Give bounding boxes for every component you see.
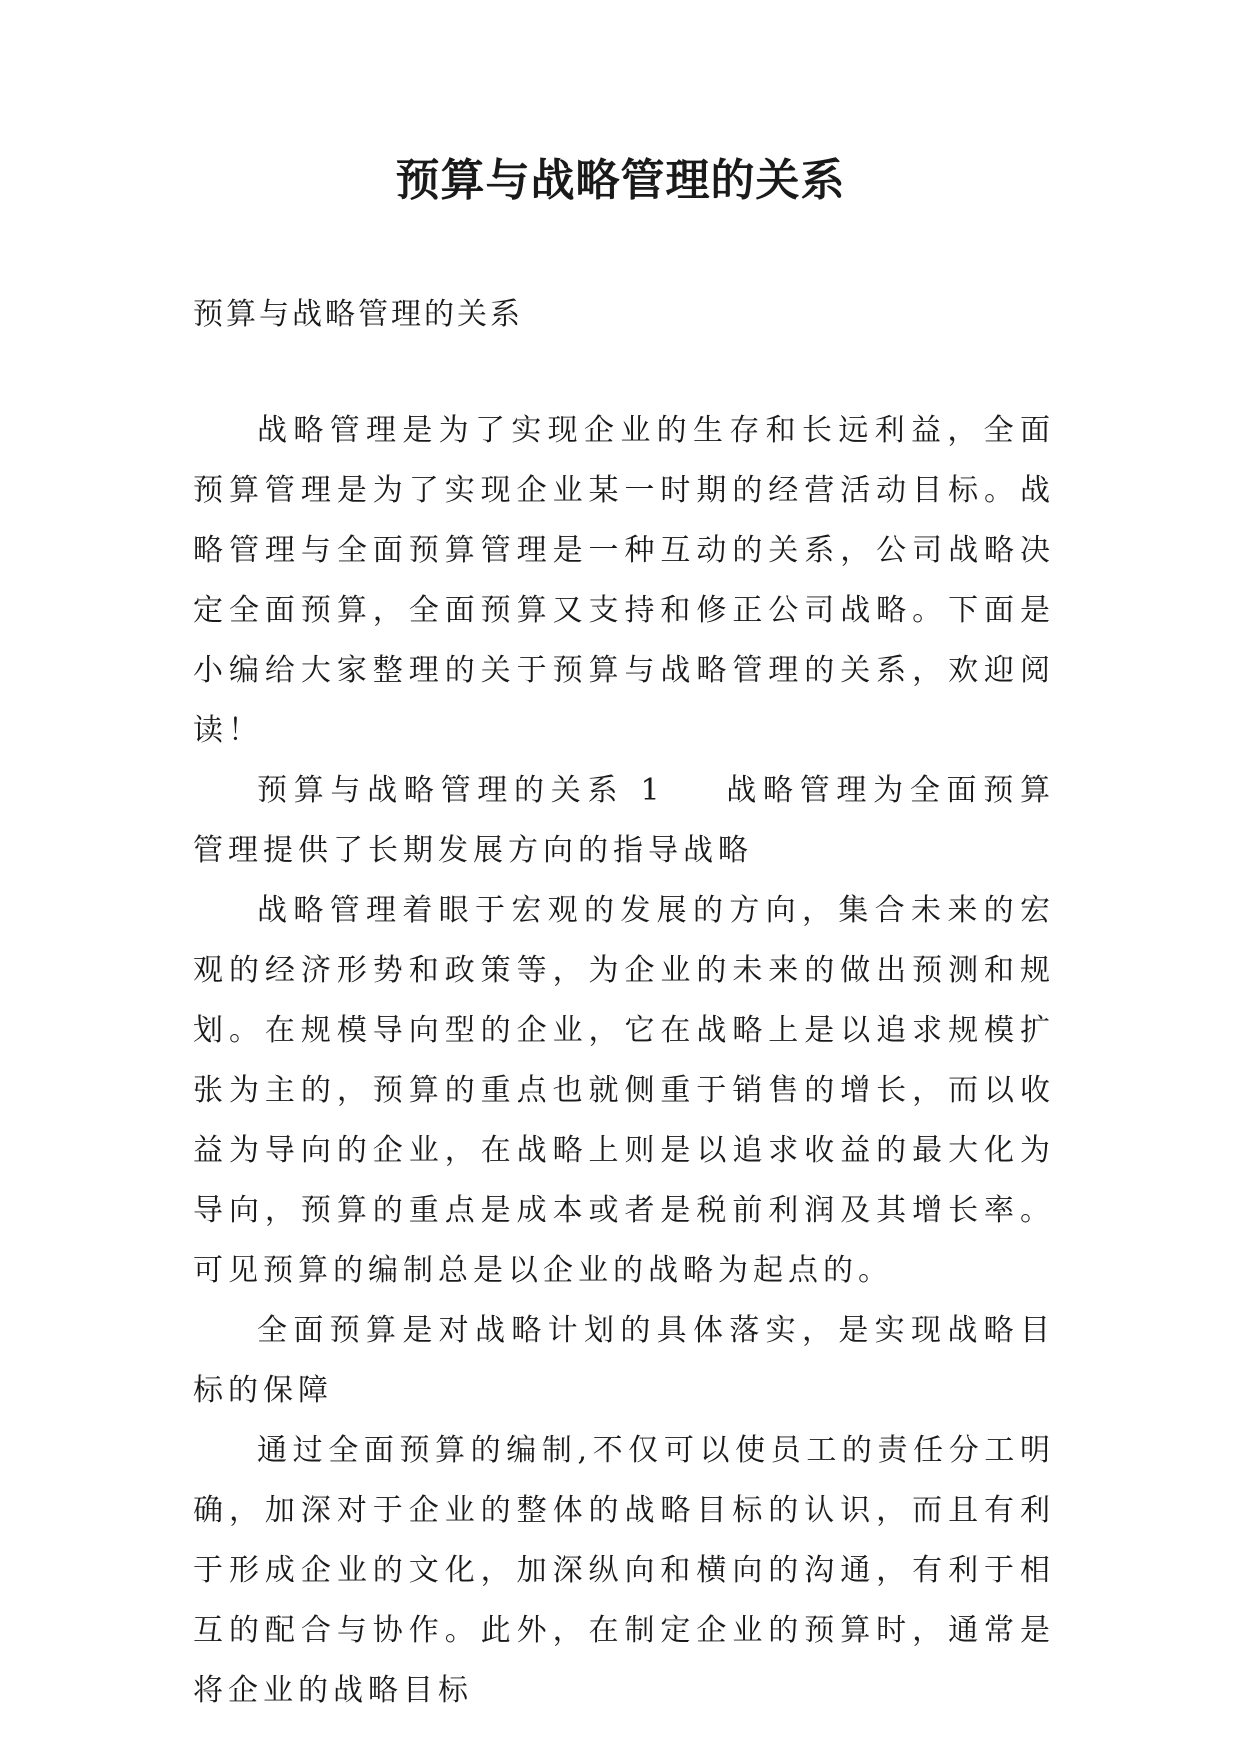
body-paragraph-budget-compilation: 通过全面预算的编制,不仅可以使员工的责任分工明确，加深对于企业的整体的战略目标的认识，而且有利于形成企业的文化，加深纵向和横向的沟通，有利于相互的配合与协作。此外，在制定企业的预算时，通常是将企业的战略目标: [193, 1433, 1055, 1708]
section-heading-label: 预算与战略管理的关系 1: [257, 773, 665, 808]
body-paragraph-budget-guarantee: 全面预算是对战略计划的具体落实，是实现战略目标的保障: [193, 1313, 1055, 1408]
section-heading: [193, 761, 1055, 881]
document-subtitle: 预算与战略管理的关系: [193, 297, 523, 332]
intro-paragraph: 战略管理是为了实现企业的生存和长远利益，全面预算管理是为了实现企业某一时期的经营活动目标。战略管理与全面预算管理是一种互动的关系，公司战略决定全面预算，全面预算又支持和修正公司战略。下面是小编给大家整理的关于预算与战略管理的关系，欢迎阅读！: [193, 413, 1055, 748]
body-paragraph-strategy: 战略管理着眼于宏观的发展的方向，集合未来的宏观的经济形势和政策等，为企业的未来的做出预测和规划。在规模导向型的企业，它在战略上是以追求规模扩张为主的，预算的重点也就侧重于销售的增长，而以收益为导向的企业，在战略上则是以追求收益的最大化为导向，预算的重点是成本或者是税前利润及其增长率。可见预算的编制总是以企业的战略为起点的。: [193, 893, 1055, 1288]
document-title: 预算与战略管理的关系: [395, 155, 846, 206]
document-body: [193, 401, 1055, 1721]
section-heading-text: 战略管理为全面预算管理提供了长期发展方向的指导战略: [193, 773, 1055, 868]
